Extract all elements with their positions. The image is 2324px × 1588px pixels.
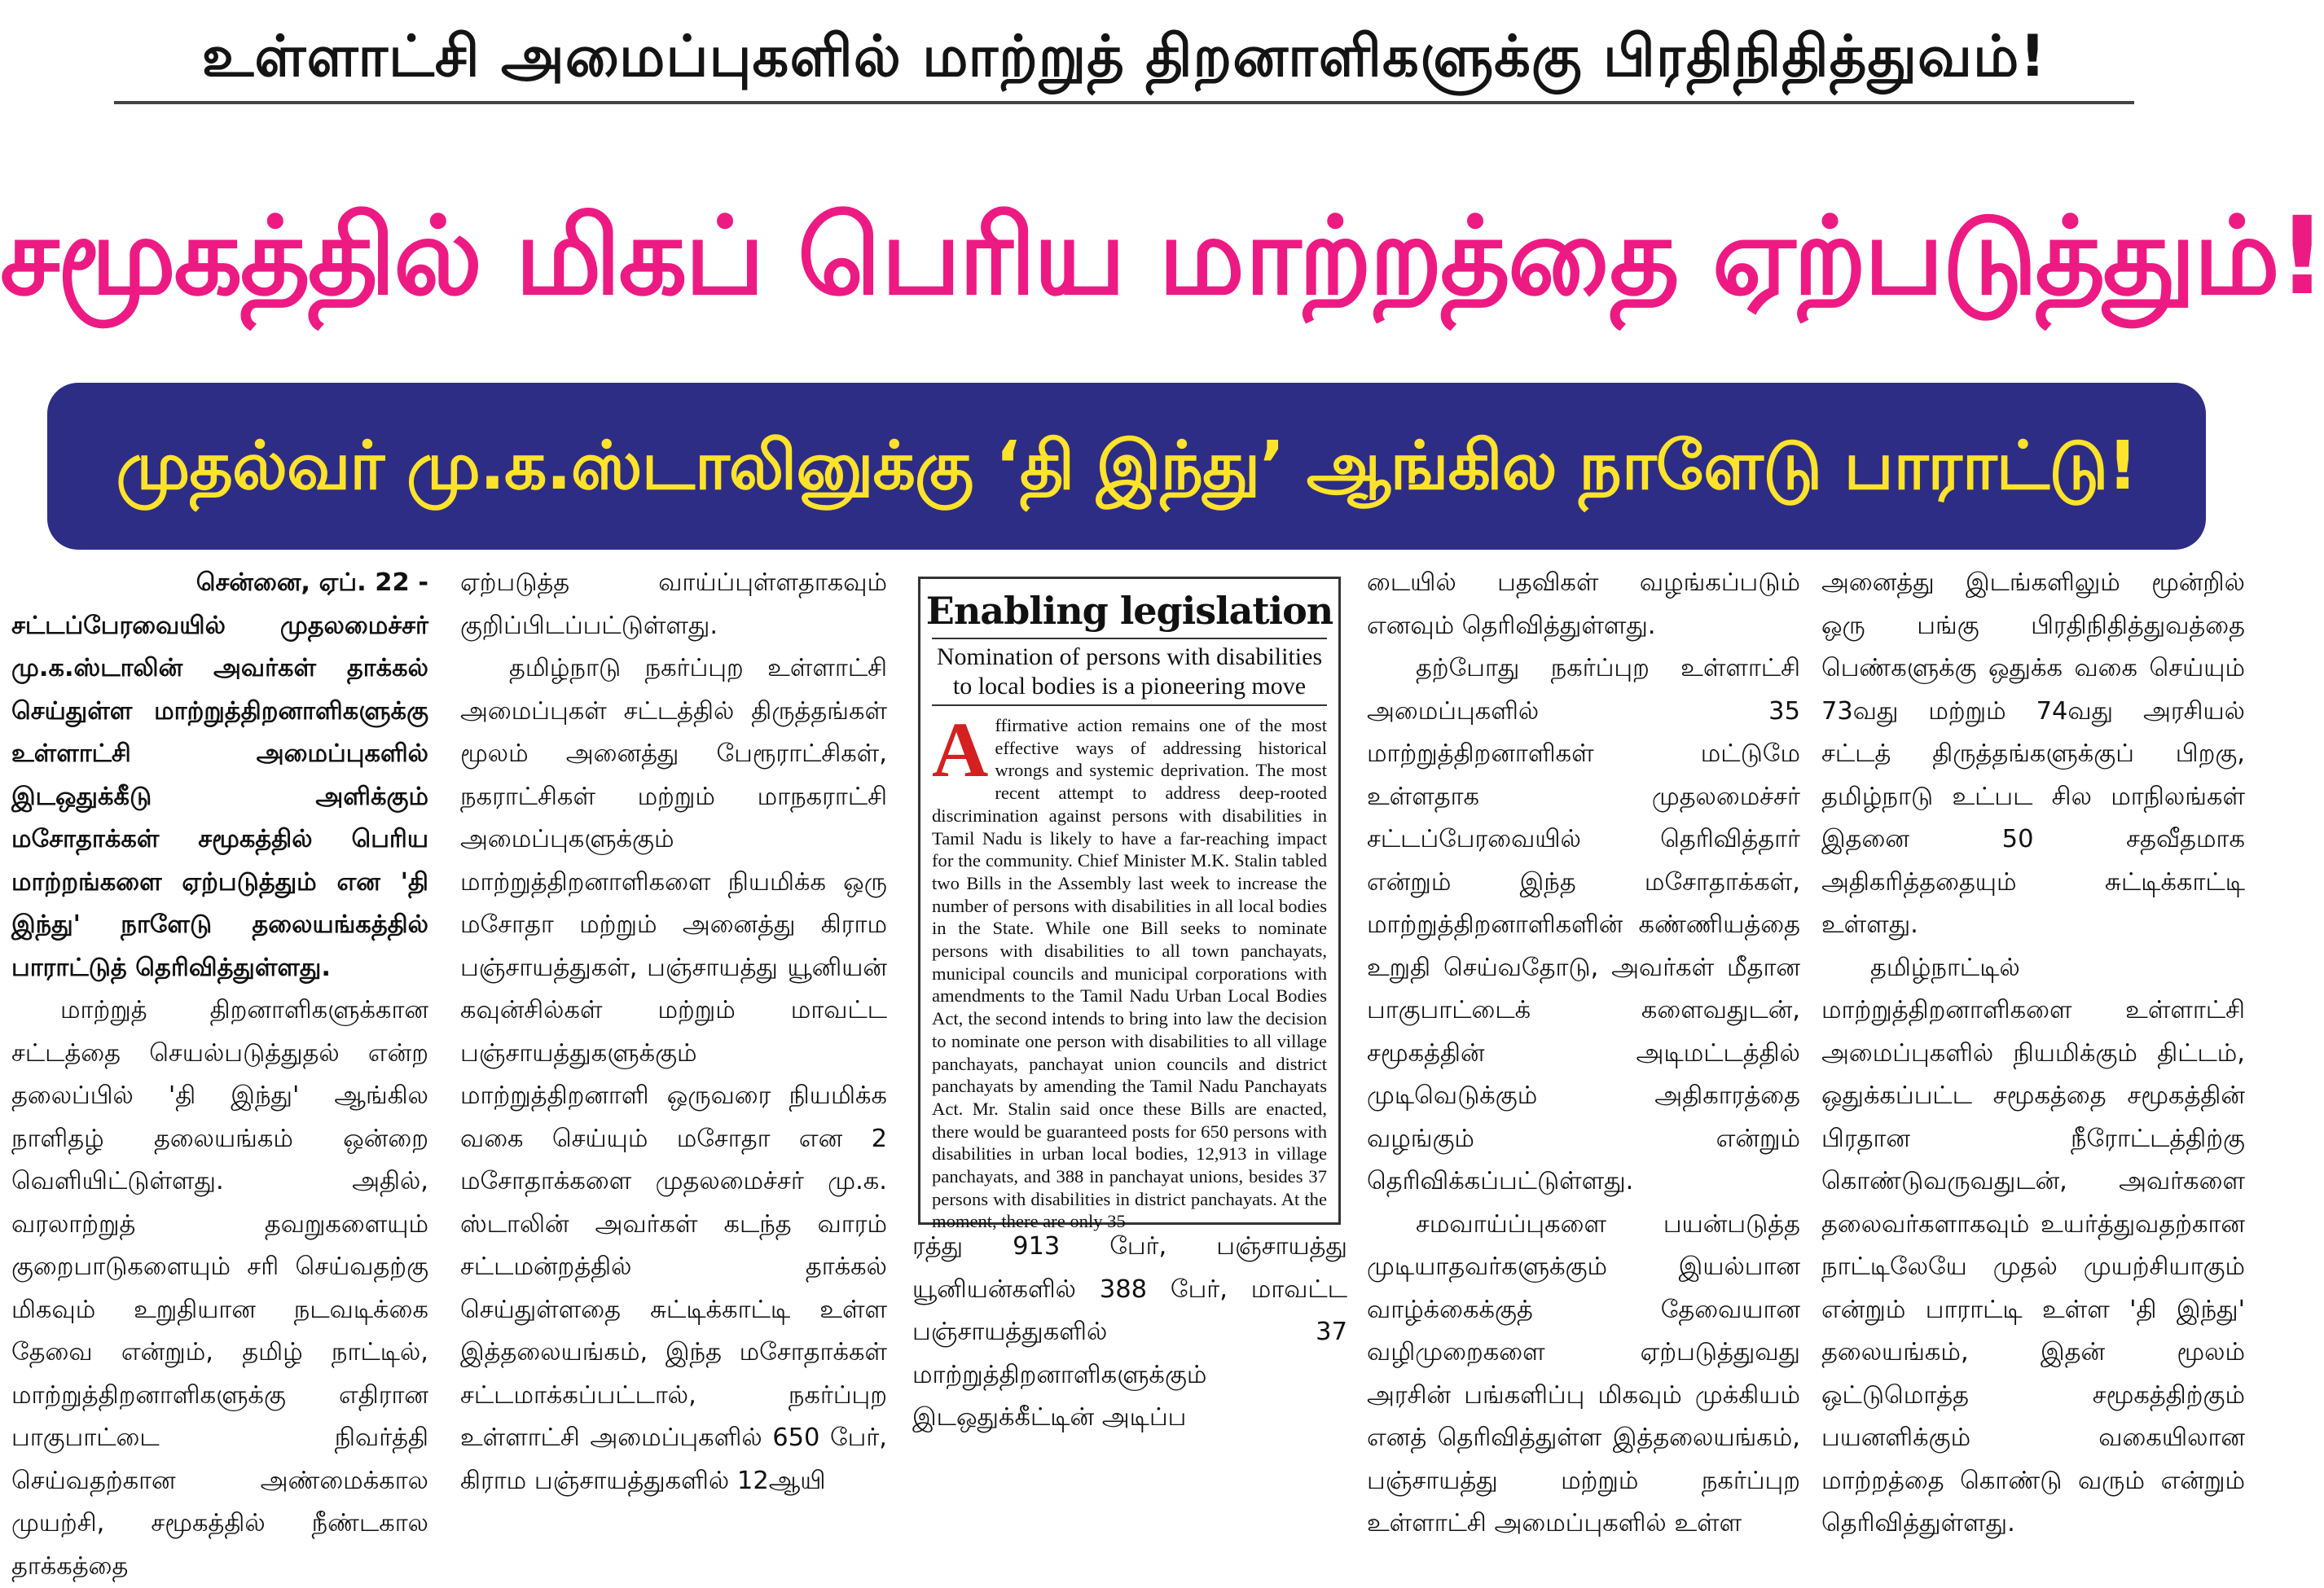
clipping-text: ffirmative action remains one of the most effective ways of addressing historical wrongs and systemic deprivation. The most recent attempt to address deep-rooted discrimination against persons with disabilities in Tamil Nadu is likely to have a far-reaching impact for the community. Chief Minister M.K. Stalin tabled two Bills in the Assembly last week to increase the number of persons with disabilities in all local bodies in the State. While one Bill seeks to nominate persons with disabilities to all town panchayats, municipal councils and municipal corporations with amendments to the Tamil Nadu Urban Local Bodies Act, the second intends to bring into law the decision to nominate one person with disabilities to all village panchayats, panchayat union councils and district panchayats by amending the Tamil Nadu Panchayats Act. Mr. Stalin said once these Bills are enacted, there would be guaranteed posts for 650 persons with disabilities in urban local bodies, 12,913 in village panchayats, and 388 in panchayat unions, besides 37 persons with disabilities in district panchayats. At the moment, there are only 35 xyxy=(932,715,1327,1232)
main-headline: சமூகத்தில் மிகப் பெரிய மாற்றத்தை ஏற்படுத்தும்! xyxy=(0,194,2324,319)
article-column-2 xyxy=(460,562,887,1495)
paragraph: ஏற்படுத்த வாய்ப்புள்ளதாகவும் குறிப்பிடப்பட்டுள்ளது. xyxy=(460,568,887,640)
paragraph: தமிழ்நாடு நகர்ப்புற உள்ளாட்சி அமைப்புகள் சட்டத்தில் திருத்தங்கள் மூலம் அனைத்து பேரூராட்சிகள், நகராட்சிகள் மற்றும் மாநகராட்சி அமைப்புகளுக்கும் மாற்றுத்திறனாளிகளை நியமிக்க ஒரு மசோதா மற்றும் அனைத்து கிராம பஞ்சாயத்துகள், பஞ்சாயத்து யூனியன் கவுன்சில்கள் மற்றும் மாவட்ட பஞ்சாயத்துகளுக்கும் மாற்றுத்திறனாளி ஒருவரை நியமிக்க வகை செய்யும் மசோதா என 2 மசோதாக்களை முதலமைச்சர் மு.க. ஸ்டாலின் அவர்கள் கடந்த வாரம் சட்டமன்றத்தில் தாக்கல் செய்துள்ளதை சுட்டிக்காட்டி உள்ள இத்தலையங்கம், இந்த மசோதாக்கள் சட்டமாக்கப்பட்டால், நகர்ப்புற உள்ளாட்சி அமைப்புகளில் 650 பேர், கிராம பஞ்சாயத்துகளில் 12ஆயி xyxy=(460,654,887,1495)
lead-paragraph: சட்டப்பேரவையில் முதலமைச்சர் மு.க.ஸ்டாலின் அவர்கள் தாக்கல் செய்துள்ள மாற்றுத்திறனாளிகளுக்கு உள்ளாட்சி அமைப்புகளில் இடஒதுக்கீடு அளிக்கும் மசோதாக்கள் சமூகத்தில் பெரிய மாற்றங்களை ஏற்படுத்தும் என 'தி இந்து' நாளேடு தலையங்கத்தில் பாராட்டுத் தெரிவித்துள்ளது. xyxy=(11,611,428,982)
sub-headline-banner: முதல்வர் மு.க.ஸ்டாலினுக்கு ‘தி இந்து’ ஆங்கில நாளேடு பாராட்டு! xyxy=(47,383,2206,550)
dateline: சென்னை, ஏப். 22 - xyxy=(195,568,428,597)
article-column-3 xyxy=(912,1226,1347,1432)
clipping-subtitle: Nomination of persons with disabilities to local bodies is a pioneering move xyxy=(932,638,1327,706)
clipping-body xyxy=(920,706,1338,1233)
paragraph: மாற்றுத் திறனாளிகளுக்கான சட்டத்தை செயல்படுத்துதல் என்ற தலைப்பில் 'தி இந்து' ஆங்கில நாளிதழ் தலையங்கம் ஒன்றை வெளியிட்டுள்ளது. அதில், வரலாற்றுத் தவறுகளையும் குறைபாடுகளையும் சரி செய்வதற்கு மிகவும் உறுதியான நடவடிக்கை தேவை என்றும், தமிழ் நாட்டில், மாற்றுத்திறனாளிகளுக்கு எதிரான பாகுபாட்டை நிவர்த்தி செய்வதற்கான அண்மைக்கால முயற்சி, சமூகத்தில் நீண்டகால தாக்கத்தை xyxy=(11,996,428,1581)
article-column-4 xyxy=(1367,562,1800,1538)
article-column-1 xyxy=(11,562,428,1581)
paragraph: ரத்து 913 பேர், பஞ்சாயத்து யூனியன்களில் 388 பேர், மாவட்ட பஞ்சாயத்துகளில் 37 மாற்றுத்திறனாளிகளுக்கும் இடஒதுக்கீட்டின் அடிப்ப xyxy=(912,1232,1347,1432)
clipping-title: Enabling legislation xyxy=(925,589,1333,633)
editorial-clipping xyxy=(918,577,1341,1232)
paragraph: டையில் பதவிகள் வழங்கப்படும் எனவும் தெரிவித்துள்ளது. xyxy=(1367,568,1800,640)
article-column-5 xyxy=(1821,562,2245,1538)
paragraph: அனைத்து இடங்களிலும் மூன்றில் ஒரு பங்கு பிரதிநிதித்துவத்தை பெண்களுக்கு ஒதுக்க வகை செய்யும் 73வது மற்றும் 74வது அரசியல் சட்டத் திருத்தங்களுக்குப் பிறகு, தமிழ்நாடு உட்பட சில மாநிலங்கள் இதனை 50 சதவீதமாக அதிகரித்ததையும் சுட்டிக்காட்டி உள்ளது. xyxy=(1821,568,2245,939)
kicker-headline: உள்ளாட்சி அமைப்புகளில் மாற்றுத் திறனாளிகளுக்கு பிரதிநிதித்துவம்! xyxy=(114,11,2134,104)
paragraph: தற்போது நகர்ப்புற உள்ளாட்சி அமைப்புகளில் 35 மாற்றுத்திறனாளிகள் மட்டுமே உள்ளதாக முதலமைச்சர் சட்டப்பேரவையில் தெரிவித்தார் என்றும் இந்த மசோதாக்கள், மாற்றுத்திறனாளிகளின் கண்ணியத்தை உறுதி செய்வதோடு, அவர்கள் மீதான பாகுபாட்டைக் களைவதுடன், சமூகத்தின் அடிமட்டத்தில் முடிவெடுக்கும் அதிகாரத்தை வழங்கும் என்றும் தெரிவிக்கப்பட்டுள்ளது. xyxy=(1367,654,1800,1195)
paragraph: தமிழ்நாட்டில் மாற்றுத்திறனாளிகளை உள்ளாட்சி அமைப்புகளில் நியமிக்கும் திட்டம், ஒதுக்கப்பட்ட சமூகத்தை சமூகத்தின் பிரதான நீரோட்டத்திற்கு கொண்டுவருவதுடன், அவர்களை தலைவர்களாகவும் உயர்த்துவதற்கான நாட்டிலேயே முதல் முயற்சியாகும் என்றும் பாராட்டி உள்ள 'தி இந்து' தலையங்கம், இதன் மூலம் ஒட்டுமொத்த சமூகத்திற்கும் பயனளிக்கும் வகையிலான மாற்றத்தை கொண்டு வரும் என்றும் தெரிவித்துள்ளது. xyxy=(1821,953,2245,1538)
paragraph: சமவாய்ப்புகளை பயன்படுத்த முடியாதவர்களுக்கும் இயல்பான வாழ்க்கைக்குத் தேவையான வழிமுறைகளை ஏற்படுத்துவது அரசின் பங்களிப்பு மிகவும் முக்கியம் எனத் தெரிவித்துள்ள இத்தலையங்கம், பஞ்சாயத்து மற்றும் நகர்ப்புற உள்ளாட்சி அமைப்புகளில் உள்ள xyxy=(1367,1209,1800,1538)
drop-cap: A xyxy=(932,706,989,793)
